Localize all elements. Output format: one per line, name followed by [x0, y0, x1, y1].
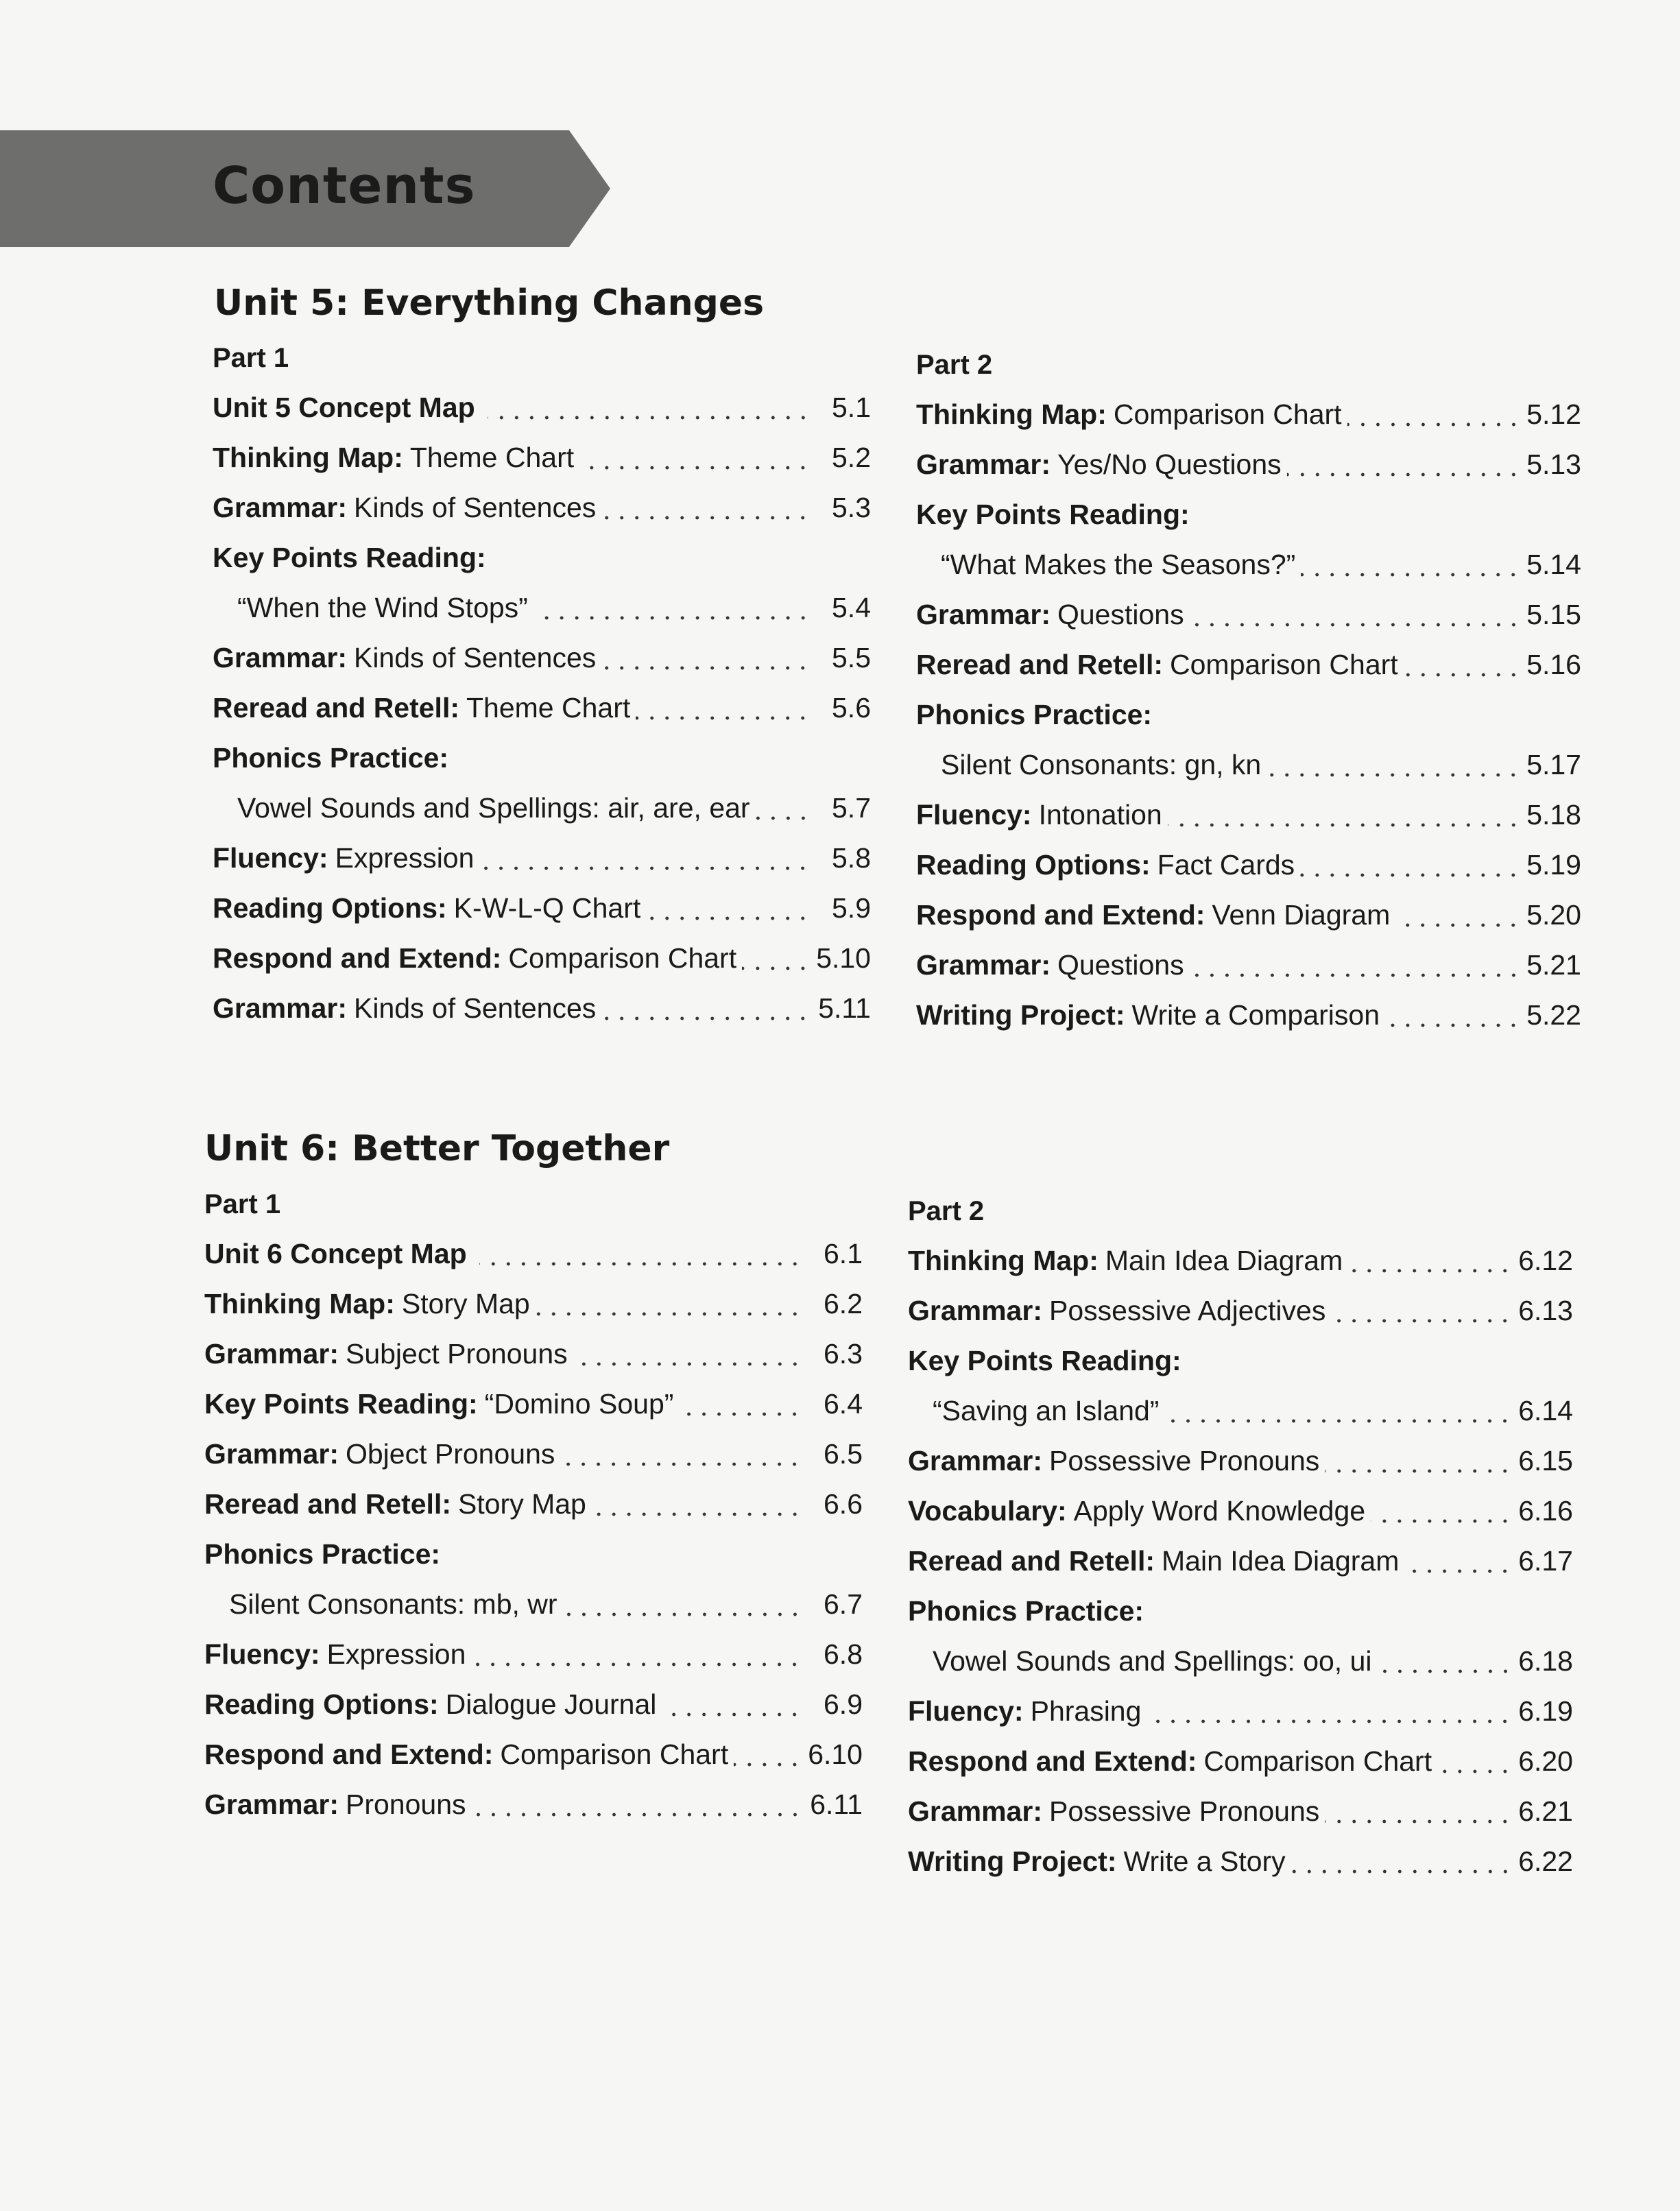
toc-entry[interactable]: [204, 1680, 863, 1730]
page-number: 6.17: [1518, 1545, 1573, 1577]
dot-leader: [1147, 1719, 1513, 1723]
section-heading: Phonics Practice:: [916, 699, 1153, 730]
entry-label: Unit 5 Concept Map: [213, 392, 475, 423]
page-number: 6.18: [1518, 1645, 1573, 1677]
dot-leader: [1164, 1419, 1513, 1423]
dot-leader: [488, 416, 811, 420]
entry-label: Key Points Reading:: [204, 1388, 478, 1420]
entry-text: Dialogue Journal: [445, 1688, 657, 1720]
unit5-part2-list: [916, 340, 1581, 1040]
dot-leader: [1437, 1769, 1513, 1773]
section-heading: Phonics Practice:: [908, 1595, 1144, 1627]
toc-entry[interactable]: [213, 433, 871, 483]
dot-leader: [1325, 1469, 1513, 1473]
entry-text: Vowel Sounds and Spellings: oo, ui: [933, 1645, 1372, 1677]
page-number: 6.13: [1518, 1295, 1573, 1326]
entry-label: Unit 6 Concept Map: [204, 1238, 467, 1269]
dot-leader: [756, 816, 811, 820]
entry-label: Grammar:: [916, 449, 1051, 480]
dot-leader: [1168, 823, 1521, 827]
entry-label: Grammar:: [908, 1795, 1042, 1827]
entry-text: Comparison Chart: [500, 1738, 729, 1770]
dot-leader: [1267, 773, 1521, 777]
dot-leader: [1404, 1569, 1513, 1573]
dot-leader: [1325, 1819, 1513, 1824]
entry-text: Expression: [335, 842, 475, 874]
entry-text: Comparison Chart: [1113, 398, 1342, 430]
page-number: 6.8: [824, 1638, 863, 1670]
page-number: 6.12: [1518, 1245, 1573, 1276]
page-number: 5.12: [1526, 398, 1581, 430]
toc-entry[interactable]: [908, 1486, 1573, 1536]
page-number: 6.3: [824, 1338, 863, 1370]
page-number: 6.5: [824, 1438, 863, 1470]
page-number: 5.17: [1526, 749, 1581, 780]
dot-leader: [471, 1662, 802, 1666]
page-title: Contents: [213, 156, 476, 215]
page-number: 5.11: [818, 992, 871, 1024]
entry-label: Reread and Retell:: [213, 692, 459, 724]
entry-label: Thinking Map:: [916, 398, 1107, 430]
entry-text: Silent Consonants: gn, kn: [941, 749, 1262, 780]
toc-entry[interactable]: [916, 990, 1581, 1040]
entry-label: Writing Project:: [908, 1845, 1117, 1877]
toc-entry[interactable]: [908, 1686, 1573, 1736]
page-number: 6.16: [1518, 1495, 1573, 1527]
toc-entry[interactable]: [204, 1629, 863, 1680]
dot-leader: [1291, 1869, 1513, 1874]
page-number: 6.20: [1518, 1745, 1573, 1777]
entry-label: Fluency:: [213, 842, 328, 874]
toc-entry[interactable]: [213, 833, 871, 883]
entry-text: Questions: [1057, 949, 1184, 981]
page-number: 5.2: [832, 442, 871, 473]
entry-label: Reading Options:: [213, 892, 447, 924]
page-number: 6.21: [1518, 1795, 1573, 1827]
entry-label: Respond and Extend:: [213, 942, 502, 974]
entry-text: Expression: [326, 1638, 466, 1670]
page-number: 6.22: [1518, 1845, 1573, 1877]
dot-leader: [1404, 673, 1521, 677]
toc-entry[interactable]: [908, 1536, 1573, 1586]
entry-text: Venn Diagram: [1212, 899, 1391, 931]
entry-label: Fluency:: [908, 1695, 1024, 1727]
section-heading: Phonics Practice:: [213, 742, 449, 774]
toc-entry[interactable]: [908, 1636, 1573, 1686]
page-number: 5.20: [1526, 899, 1581, 931]
toc-entry[interactable]: [916, 640, 1581, 690]
dot-leader: [1347, 422, 1521, 427]
dot-leader: [636, 716, 811, 720]
entry-label: Thinking Map:: [204, 1288, 395, 1319]
dot-leader: [1287, 473, 1521, 477]
page-number: 6.14: [1518, 1395, 1573, 1426]
toc-entry[interactable]: [916, 940, 1581, 990]
toc-entry[interactable]: [204, 1379, 863, 1429]
toc-entry[interactable]: [213, 683, 871, 733]
page-number: 5.8: [832, 842, 871, 874]
entry-label: Thinking Map:: [213, 442, 403, 473]
unit6-part1-list: [204, 1180, 863, 1830]
dot-leader: [601, 1016, 811, 1020]
toc-entry[interactable]: [204, 1479, 863, 1529]
entry-label: Fluency:: [916, 799, 1032, 830]
dot-leader: [662, 1712, 802, 1717]
page-number: 5.19: [1526, 849, 1581, 881]
toc-entry[interactable]: [916, 840, 1581, 890]
part-label: Part 1: [213, 343, 289, 373]
page-number: 5.1: [832, 392, 871, 423]
page-number: 5.21: [1526, 949, 1581, 981]
dot-leader: [573, 1362, 802, 1366]
entry-text: Kinds of Sentences: [353, 492, 597, 523]
dot-leader: [560, 1462, 802, 1466]
dot-leader: [533, 616, 811, 620]
entry-label: Grammar:: [213, 992, 347, 1024]
page-number: 5.3: [832, 492, 871, 523]
unit6-part2-list: [908, 1186, 1573, 1887]
page-number: 6.15: [1518, 1445, 1573, 1477]
page-number: 5.13: [1526, 449, 1581, 480]
entry-text: Theme Chart: [409, 442, 575, 473]
toc-entry[interactable]: [908, 1837, 1573, 1887]
entry-text: Main Idea Diagram: [1162, 1545, 1400, 1577]
dot-leader: [1385, 1023, 1521, 1027]
page-number: 5.22: [1526, 999, 1581, 1031]
entry-text: “Domino Soup”: [484, 1388, 674, 1420]
entry-label: Respond and Extend:: [908, 1745, 1197, 1777]
dot-leader: [1378, 1669, 1513, 1673]
entry-text: Comparison Chart: [1203, 1745, 1432, 1777]
toc-entry[interactable]: [908, 1436, 1573, 1486]
toc-entry[interactable]: [916, 440, 1581, 490]
toc-entry[interactable]: [204, 1279, 863, 1329]
dot-leader: [579, 466, 811, 470]
dot-leader: [592, 1512, 802, 1516]
entry-text: “What Makes the Seasons?”: [941, 549, 1296, 580]
entry-text: Kinds of Sentences: [353, 992, 597, 1024]
entry-label: Reading Options:: [916, 849, 1151, 881]
entry-label: Grammar:: [204, 1789, 339, 1820]
toc-entry[interactable]: [908, 1236, 1573, 1286]
toc-entry[interactable]: [204, 1579, 863, 1629]
entry-text: K-W-L-Q Chart: [453, 892, 641, 924]
page-number: 5.10: [816, 942, 871, 974]
part-label: Part 2: [908, 1196, 985, 1226]
entry-text: “Saving an Island”: [933, 1395, 1160, 1426]
toc-entry[interactable]: [204, 1780, 863, 1830]
unit5-title: Unit 5: Everything Changes: [214, 283, 765, 324]
page-number: 5.7: [832, 792, 871, 824]
page-number: 6.10: [808, 1738, 863, 1770]
entry-label: Respond and Extend:: [204, 1738, 494, 1770]
dot-leader: [679, 1412, 802, 1416]
dot-leader: [1348, 1269, 1513, 1273]
toc-entry[interactable]: [908, 1736, 1573, 1786]
page-number: 6.7: [824, 1588, 863, 1620]
entry-text: Theme Chart: [466, 692, 631, 724]
entry-text: Write a Story: [1123, 1845, 1286, 1877]
entry-text: Possessive Adjectives: [1048, 1295, 1326, 1326]
entry-label: Writing Project:: [916, 999, 1125, 1031]
part-label: Part 2: [916, 350, 993, 380]
toc-entry[interactable]: [916, 590, 1581, 640]
dot-leader: [1395, 923, 1521, 927]
page-number: 6.11: [810, 1789, 863, 1820]
dot-leader: [1190, 973, 1521, 977]
toc-entry[interactable]: [204, 1329, 863, 1379]
entry-label: Reading Options:: [204, 1688, 439, 1720]
entry-text: “When the Wind Stops”: [237, 592, 528, 623]
page-number: 5.16: [1526, 649, 1581, 680]
toc-entry[interactable]: [204, 1730, 863, 1780]
dot-leader: [646, 916, 811, 920]
toc-entry[interactable]: [916, 790, 1581, 840]
entry-text: Silent Consonants: mb, wr: [229, 1588, 557, 1620]
dot-leader: [1331, 1319, 1513, 1323]
page-number: 5.14: [1526, 549, 1581, 580]
unit6-title: Unit 6: Better Together: [204, 1128, 670, 1169]
toc-entry[interactable]: [213, 633, 871, 683]
entry-text: Story Map: [458, 1488, 586, 1520]
toc-entry[interactable]: [916, 540, 1581, 590]
entry-label: Grammar:: [916, 949, 1051, 981]
toc-entry[interactable]: [908, 1286, 1573, 1336]
entry-text: Phrasing: [1030, 1695, 1142, 1727]
page-number: 6.6: [824, 1488, 863, 1520]
entry-label: Reread and Retell:: [916, 649, 1163, 680]
entry-label: Grammar:: [204, 1438, 339, 1470]
page-number: 6.1: [824, 1238, 863, 1269]
toc-entry[interactable]: [916, 390, 1581, 440]
entry-label: Vocabulary:: [908, 1495, 1067, 1527]
toc-entry[interactable]: [213, 483, 871, 533]
dot-leader: [472, 1813, 803, 1817]
entry-text: Kinds of Sentences: [353, 642, 597, 673]
dot-leader: [734, 1762, 802, 1767]
entry-label: Reread and Retell:: [908, 1545, 1155, 1577]
entry-text: Comparison Chart: [508, 942, 737, 974]
dot-leader: [742, 966, 811, 970]
dot-leader: [479, 866, 811, 870]
entry-text: Vowel Sounds and Spellings: air, are, ear: [237, 792, 750, 824]
dot-leader: [601, 666, 811, 670]
toc-entry[interactable]: [213, 883, 871, 933]
entry-text: Intonation: [1038, 799, 1162, 830]
page-number: 5.5: [832, 642, 871, 673]
section-heading: Key Points Reading:: [916, 499, 1190, 530]
entry-text: Questions: [1057, 599, 1184, 630]
dot-leader: [601, 516, 811, 520]
entry-label: Thinking Map:: [908, 1245, 1099, 1276]
entry-label: Grammar:: [908, 1295, 1042, 1326]
section-heading: Phonics Practice:: [204, 1538, 441, 1570]
dot-leader: [563, 1612, 802, 1616]
entry-text: Write a Comparison: [1131, 999, 1380, 1031]
entry-label: Respond and Extend:: [916, 899, 1205, 931]
entry-label: Grammar:: [908, 1445, 1042, 1477]
dot-leader: [1190, 623, 1521, 627]
page-number: 5.15: [1526, 599, 1581, 630]
entry-text: Subject Pronouns: [345, 1338, 568, 1370]
toc-entry[interactable]: [213, 933, 871, 983]
toc-entry[interactable]: [204, 1429, 863, 1479]
entry-text: Apply Word Knowledge: [1073, 1495, 1366, 1527]
page-number: 6.19: [1518, 1695, 1573, 1727]
toc-entry[interactable]: [916, 890, 1581, 940]
entry-text: Main Idea Diagram: [1105, 1245, 1343, 1276]
entry-text: Object Pronouns: [345, 1438, 555, 1470]
entry-label: Grammar:: [916, 599, 1051, 630]
entry-text: Pronouns: [345, 1789, 466, 1820]
dot-leader: [1371, 1519, 1513, 1523]
entry-text: Possessive Pronouns: [1048, 1445, 1320, 1477]
entry-text: Fact Cards: [1157, 849, 1295, 881]
entry-label: Grammar:: [204, 1338, 339, 1370]
toc-entry[interactable]: [213, 383, 871, 433]
page-number: 5.6: [832, 692, 871, 724]
dot-leader: [1301, 573, 1521, 577]
entry-label: Fluency:: [204, 1638, 320, 1670]
part-label: Part 1: [204, 1189, 281, 1219]
toc-entry[interactable]: [213, 983, 871, 1033]
section-heading: Key Points Reading:: [213, 542, 486, 573]
toc-entry[interactable]: [204, 1229, 863, 1279]
toc-entry[interactable]: [213, 783, 871, 833]
entry-label: Reread and Retell:: [204, 1488, 451, 1520]
entry-label: Grammar:: [213, 642, 347, 673]
entry-text: Possessive Pronouns: [1048, 1795, 1320, 1827]
page-number: 5.18: [1526, 799, 1581, 830]
dot-leader: [1300, 873, 1521, 877]
entry-text: Yes/No Questions: [1057, 449, 1282, 480]
page-number: 5.9: [832, 892, 871, 924]
page-number: 6.4: [824, 1388, 863, 1420]
section-heading: Key Points Reading:: [908, 1345, 1181, 1376]
dot-leader: [479, 1262, 802, 1266]
dot-leader: [536, 1312, 802, 1316]
unit5-part1-list: [213, 333, 871, 1033]
toc-entry[interactable]: [908, 1386, 1573, 1436]
entry-label: Grammar:: [213, 492, 347, 523]
toc-entry[interactable]: [908, 1786, 1573, 1837]
page-number: 6.2: [824, 1288, 863, 1319]
toc-entry[interactable]: [916, 740, 1581, 790]
page-number: 6.9: [824, 1688, 863, 1720]
toc-entry[interactable]: [213, 583, 871, 633]
entry-text: Story Map: [401, 1288, 530, 1319]
entry-text: Comparison Chart: [1170, 649, 1398, 680]
page-number: 5.4: [832, 592, 871, 623]
